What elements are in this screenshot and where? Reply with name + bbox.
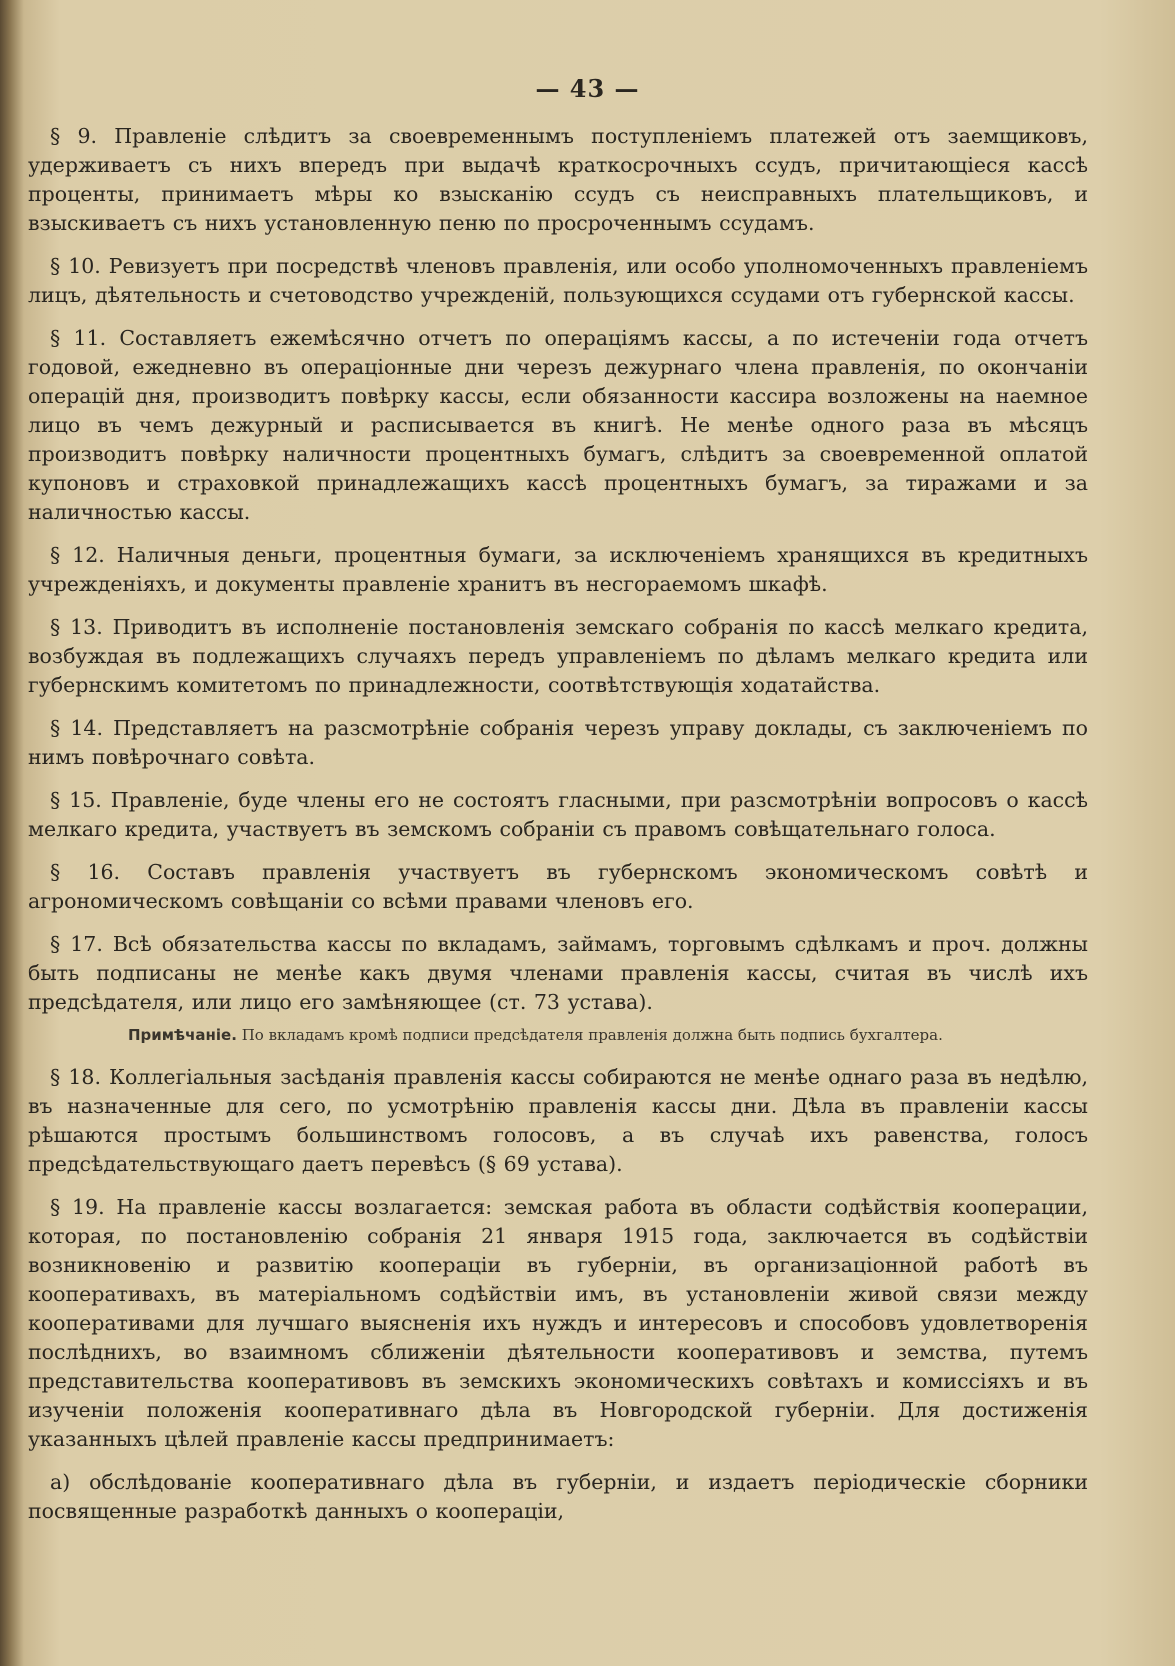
footnote-note [28,1025,1088,1045]
paragraph-section-9: § 9. Правленіе слѣдитъ за своевременнымъ поступленіемъ платежей отъ заемщиковъ, удерживаетъ съ нихъ впередъ при выдачѣ краткосрочныхъ ссудъ, причитающіеся кассѣ проценты, принимаетъ мѣры ко взысканію ссудъ съ неисправныхъ плательщиковъ, и взыскиваетъ съ нихъ установленную пеню по просроченнымъ ссудамъ. [28,124,1088,235]
paragraph-section-19: § 19. На правленіе кассы возлагается: земская работа въ области содѣйствія кооперации, которая, по постановленію собранія 21 января 1915 года, заключается въ содѣйствіи возникновенію и развитію коопераціи въ губерніи, въ организаціонной работѣ въ кооперативахъ, въ матеріальномъ содѣйствіи имъ, въ установленіи живой связи между кооперативами для лучшаго выясненія ихъ нуждъ и интересовъ и способовъ удовлетворенія послѣднихъ, во взаимномъ сближеніи дѣятельности кооперативовъ и земства, путемъ представительства кооперативовъ въ земскихъ экономическихъ совѣтахъ и комиссіяхъ и въ изученіи положенія кооперативнаго дѣла въ Новгородской губерніи. Для достиженія указанныхъ цѣлей правленіе кассы предпринимаетъ: [28,1195,1088,1451]
paragraph-section-12: § 12. Наличныя деньги, процентныя бумаги, за исключеніемъ хранящихся въ кредитныхъ учрежденіяхъ, и документы правленіе хранитъ въ несгораемомъ шкафѣ. [28,543,1088,596]
paragraph-section-16: § 16. Составъ правленія участвуетъ въ губернскомъ экономическомъ совѣтѣ и агрономическомъ совѣщаніи со всѣми правами членовъ его. [28,860,1088,913]
page-number: — 43 — [535,74,640,103]
paragraph-section-13: § 13. Приводитъ въ исполненіе постановленія земскаго собранія по кассѣ мелкаго кредита, возбуждая въ подлежащихъ случаяхъ передъ управленіемъ по дѣламъ мелкаго кредита или губернскимъ комитетомъ по принадлежности, соотвѣтствующія ходатайства. [28,615,1088,697]
paragraph-section-11: § 11. Составляетъ ежемѣсячно отчетъ по операціямъ кассы, а по истеченіи года отчетъ годовой, ежедневно въ операціонные дни черезъ дежурнаго члена правленія, по окончаніи операцій дня, производитъ повѣрку кассы, если обязанности кассира возложены на наемное лицо въ чемъ дежурный и расписывается въ книгѣ. Не менѣе одного раза въ мѣсяцъ производитъ повѣрку наличности процентныхъ бумагъ, слѣдитъ за своевременной оплатой купоновъ и страховкой принадлежащихъ кассѣ процентныхъ бумагъ, за тиражами и за наличностью кассы. [28,326,1088,524]
paragraph-section-14: § 14. Представляетъ на разсмотрѣніе собранія черезъ управу доклады, съ заключеніемъ по нимъ повѣрочнаго совѣта. [28,716,1088,769]
note-label: Примѣчаніе. [128,1026,237,1044]
paragraph-section-10: § 10. Ревизуетъ при посредствѣ членовъ правленія, или особо уполномоченныхъ правленіемъ лицъ, дѣятельность и счетоводство учрежденій, пользующихся ссудами отъ губернской кассы. [28,254,1088,307]
note-text: По вкладамъ кромѣ подписи предсѣдателя правленія должна быть подпись бухгалтера. [241,1026,943,1044]
paragraph-section-19-item-a: а) обслѣдованіе кооперативнаго дѣла въ губерніи, и издаетъ періодическіе сборники посвященные разработкѣ данныхъ о коопераціи, [28,1470,1088,1523]
paragraph-section-15: § 15. Правленіе, буде члены его не состоятъ гласными, при разсмотрѣніи вопросовъ о кассѣ мелкаго кредита, участвуетъ въ земскомъ собраніи съ правомъ совѣщательнаго голоса. [28,788,1088,841]
paragraph-section-17: § 17. Всѣ обязательства кассы по вкладамъ, займамъ, торговымъ сдѣлкамъ и проч. должны быть подписаны не менѣе какъ двумя членами правленія кассы, считая въ числѣ ихъ предсѣдателя, или лицо его замѣняющее (ст. 73 устава). [28,932,1088,1014]
paragraph-section-18: § 18. Коллегіальныя засѣданія правленія кассы собираются не менѣе однаго раза въ недѣлю, въ назначенные для сего, по усмотрѣнію правленія кассы дни. Дѣла въ правленіи кассы рѣшаются простымъ большинствомъ голосовъ, а въ случаѣ ихъ равенства, голосъ предсѣдательствующаго даетъ перевѣсъ (§ 69 устава). [28,1065,1088,1176]
body-text [28,122,1088,1540]
